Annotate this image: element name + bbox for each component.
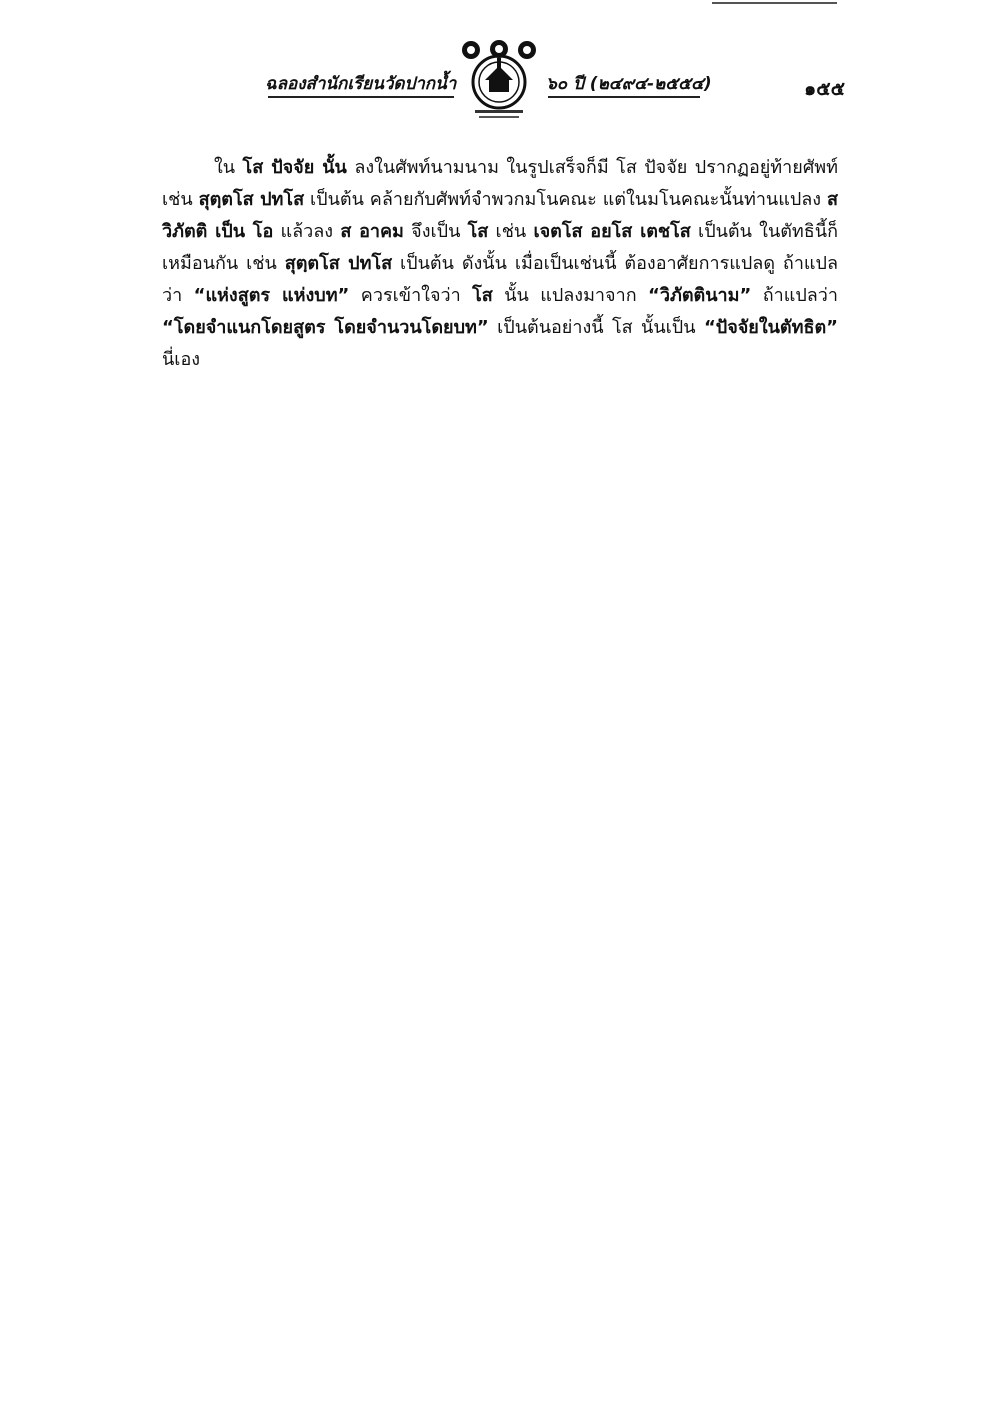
page-number: ๑๕๕ bbox=[804, 78, 845, 100]
text-run: จึงเป็น bbox=[403, 221, 468, 242]
bold-term: สุตฺตโส ปทโส bbox=[284, 253, 393, 274]
text-run: นี่เอง bbox=[162, 349, 201, 370]
corner-scan-line bbox=[712, 2, 837, 4]
text-run: แล้วลง bbox=[273, 221, 341, 242]
text-run: ลงในศัพท์นามนาม ในรูปเสร็จก็มี โส ปัจจัย ปรากฏอยู่ท้ายศัพท์ เช่น bbox=[162, 157, 838, 210]
body-paragraph bbox=[162, 152, 838, 376]
temple-seal-emblem bbox=[451, 38, 547, 124]
bold-term: สุตฺตโส ปทโส bbox=[198, 189, 305, 210]
text-run: เป็นต้น ในตัทธินี้ก็เหมือนกัน เช่น bbox=[162, 221, 838, 274]
bold-term: “วิภัตตินาม” bbox=[648, 285, 752, 306]
text-run: นั้น แปลงมาจาก bbox=[492, 285, 649, 306]
running-header-years: ๖๐ ปี (๒๔๙๔-๒๕๕๔) bbox=[546, 74, 712, 94]
text-run: ใน bbox=[214, 157, 243, 178]
bold-term: โส bbox=[472, 285, 493, 306]
body-paragraph-container bbox=[162, 152, 838, 376]
header-underline-right bbox=[548, 96, 700, 98]
running-header-title: ฉลองสำนักเรียนวัดปากน้ำ bbox=[265, 74, 457, 94]
text-run: เป็นต้น คล้ายกับศัพท์จำพวกมโนคณะ แต่ในมโนคณะนั้นท่านแปลง bbox=[304, 189, 828, 210]
text-run: เป็นต้นอย่างนี้ โส นั้นเป็น bbox=[488, 317, 704, 338]
bold-term: ส อาคม bbox=[340, 221, 404, 242]
header-underline-left bbox=[268, 96, 454, 98]
bold-term: ส วิภัตติ เป็น โอ bbox=[162, 189, 839, 242]
bold-term: โส bbox=[467, 221, 489, 242]
bold-term: “ปัจจัยในตัทธิต” bbox=[703, 317, 838, 338]
text-run: เป็นต้น ดังนั้น เมื่อเป็นเช่นนี้ ต้องอาศัยการแปลดู ถ้าแปลว่า bbox=[162, 253, 838, 306]
bold-term: “โดยจำแนกโดยสูตร โดยจำนวนโดยบท” bbox=[162, 317, 489, 338]
text-run: ถ้าแปลว่า bbox=[751, 285, 838, 306]
bold-term: เจตโส อยโส เตชโส bbox=[533, 221, 691, 242]
text-run: ควรเข้าใจว่า bbox=[349, 285, 473, 306]
bold-term: “แห่งสูตร แห่งบท” bbox=[193, 285, 350, 306]
text-run: เช่น bbox=[488, 221, 534, 242]
bold-term: โส ปัจจัย นั้น bbox=[242, 157, 347, 178]
